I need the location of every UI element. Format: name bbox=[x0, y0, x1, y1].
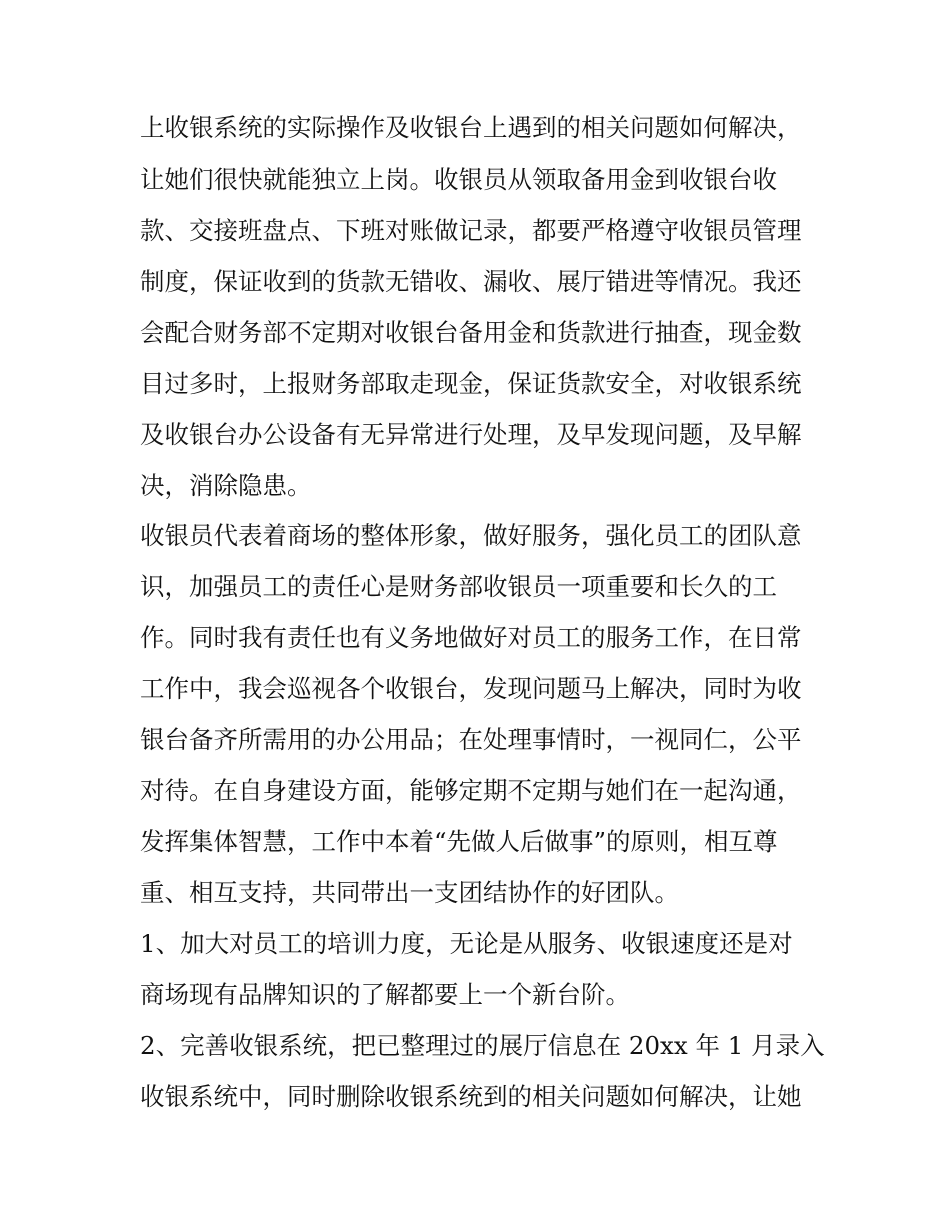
text-line: 款、交接班盘点、下班对账做记录，都要严格遵守收银员管理 bbox=[140, 216, 802, 245]
text-line: 作。同时我有责任也有义务地做好对员工的服务工作，在日常 bbox=[140, 623, 802, 652]
text-line: 让她们很快就能独立上岗。收银员从领取备用金到收银台收 bbox=[140, 165, 777, 194]
text-line: 及收银台办公设备有无异常进行处理，及早发现问题，及早解 bbox=[140, 420, 802, 449]
text-line: 发挥集体智慧，工作中本着“先做人后做事”的原则，相互尊 bbox=[140, 827, 778, 856]
text-line: 2、完善收银系统，把已整理过的展厅信息在 20xx 年 1 月录入 bbox=[140, 1031, 825, 1060]
text-line: 决，消除隐患。 bbox=[140, 471, 312, 500]
text-line: 工作中，我会巡视各个收银台，发现问题马上解决，同时为收 bbox=[140, 674, 802, 703]
text-line: 1、加大对员工的培训力度，无论是从服务、收银速度还是对 bbox=[140, 929, 793, 958]
text-line: 银台备齐所需用的办公用品；在处理事情时，一视同仁，公平 bbox=[140, 725, 802, 754]
text-line: 对待。在自身建设方面，能够定期不定期与她们在一起沟通， bbox=[140, 776, 802, 805]
text-line: 重、相互支持，共同带出一支团结协作的好团队。 bbox=[140, 878, 679, 907]
text-line: 收银员代表着商场的整体形象，做好服务，强化员工的团队意 bbox=[140, 521, 802, 550]
text-line: 会配合财务部不定期对收银台备用金和货款进行抽查，现金数 bbox=[140, 318, 802, 347]
text-line: 收银系统中，同时删除收银系统到的相关问题如何解决，让她 bbox=[140, 1082, 802, 1111]
text-line: 识，加强员工的责任心是财务部收银员一项重要和长久的工 bbox=[140, 572, 777, 601]
text-line: 商场现有品牌知识的了解都要上一个新台阶。 bbox=[140, 980, 630, 1009]
text-line: 制度，保证收到的货款无错收、漏收、展厅错进等情况。我还 bbox=[140, 267, 802, 296]
text-line: 目过多时，上报财务部取走现金，保证货款安全，对收银系统 bbox=[140, 369, 802, 398]
text-line: 上收银系统的实际操作及收银台上遇到的相关问题如何解决， bbox=[140, 113, 802, 142]
